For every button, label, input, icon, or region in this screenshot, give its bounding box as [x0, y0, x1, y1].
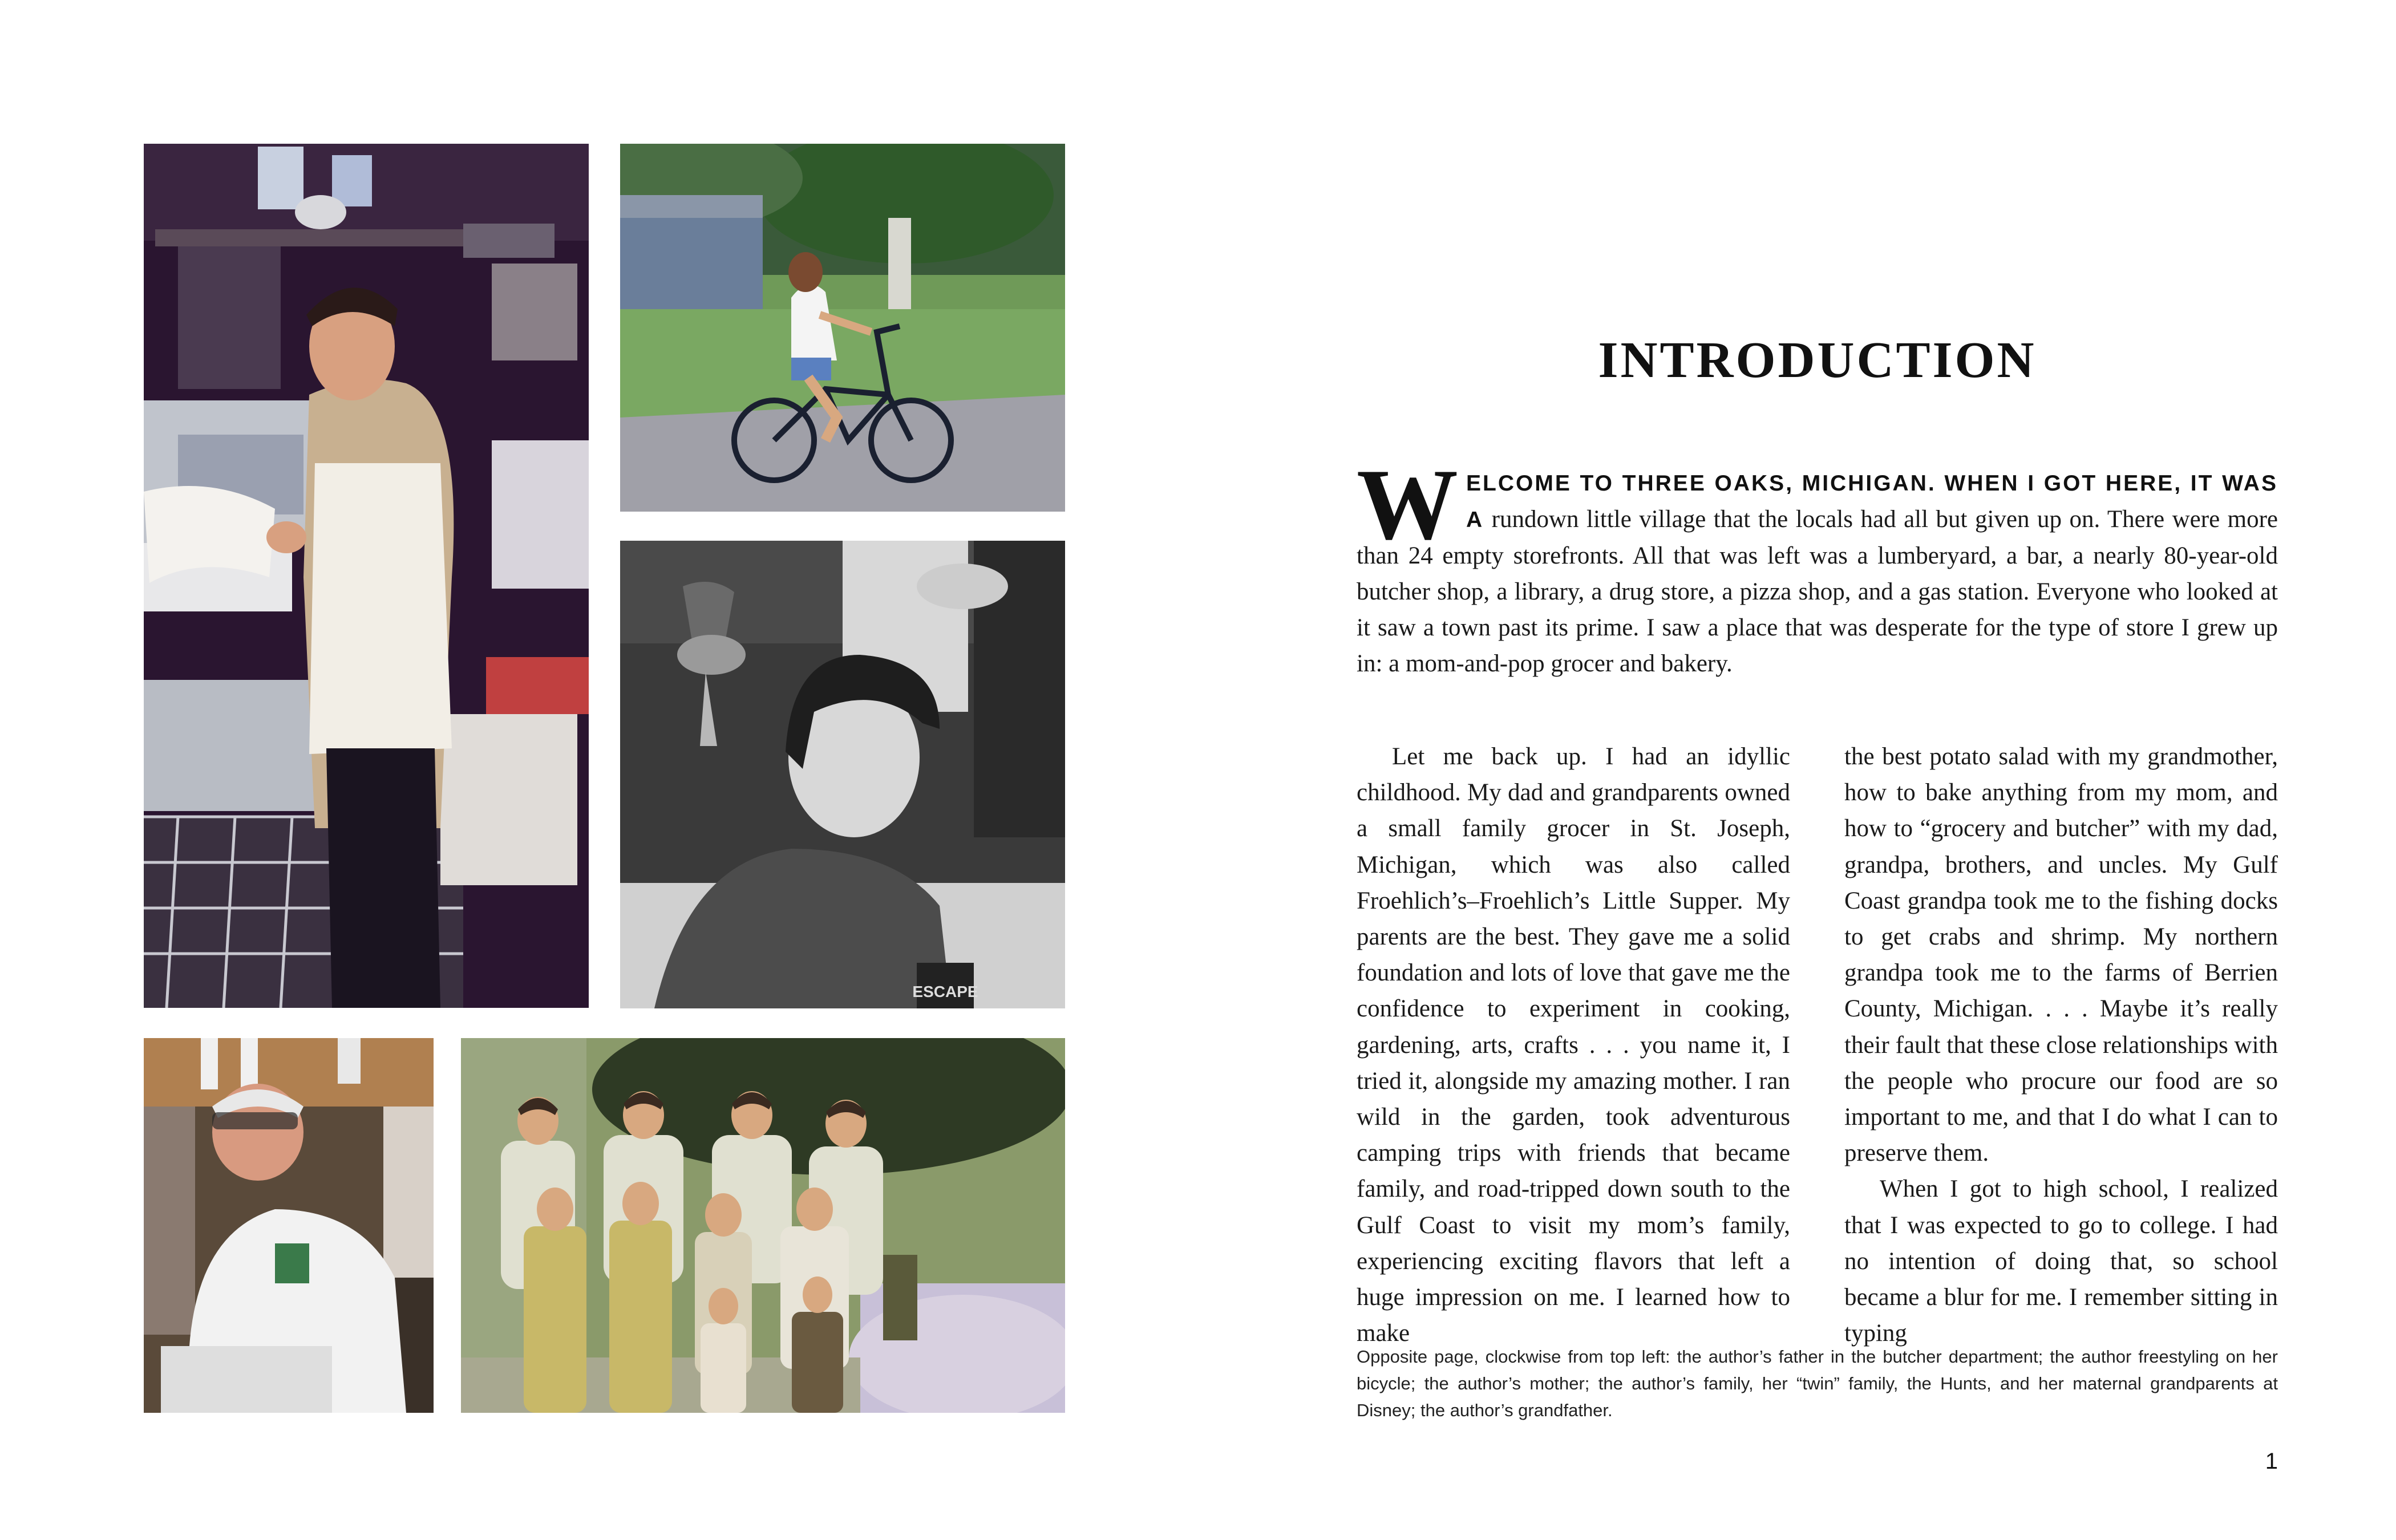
photo-mother: [620, 541, 1065, 1008]
svg-text:ESCAPE: ESCAPE: [912, 983, 978, 1000]
photo-family: [461, 1038, 1065, 1413]
body-paragraph: Let me back up. I had an idyllic childhood. My dad and grandparents owned a small family grocer in St. Joseph, Michigan, which was also called Froehlich’s–Froehlich’s Little Supper. My parents are the best. They gave me a solid foundation and lots of love that gave me the confidence to experiment in cooking, gardening, arts, crafts . . . you name it, I tried it, alongside my amazing mother. I ran wild in the garden, took adventurous camping trips with friends that became family, and road-tripped down south to the Gulf Coast to visit my mom’s family, experiencing exciting flavors that left a huge impression on me. I learned how to make: [1357, 743, 1790, 1347]
drop-cap: W: [1357, 448, 1458, 561]
lede-text: rundown little village that the locals had all but given up on. There were more than 24 empty storefronts. All that was left was a lumberyard, a bar, a nearly 80-year-old butcher shop, a library, a drug store, a pizza shop, and a gas station. Everyone who looked at it saw a town past its prime. I saw a place that was desperate for the type of store I grew up in: a mom-and-pop grocer and bakery.: [1357, 506, 2278, 677]
lede-paragraph: [1357, 448, 2278, 682]
lede-small-caps: ELCOME TO THREE OAKS, MICHIGAN. WHEN I GOT HERE, IT WAS A: [1466, 471, 2278, 532]
photo-grandfather: [144, 1038, 434, 1413]
body-paragraph: When I got to high school, I realized that I was expected to go to college. I had no intention of doing that, so school became a blur for me. I remember sitting in typing: [1844, 1176, 2278, 1347]
photo-bicycle: [620, 144, 1065, 512]
photo-caption: Opposite page, clockwise from top left: the author’s father in the butcher department; the author freestyling on her bicycle; the author’s mother; the author’s family, her “twin” family, the Hunts, and her maternal grandparents at Disney; the author’s grandfather.: [1357, 1347, 2278, 1420]
photo-father-butcher: [144, 144, 589, 1008]
body-column-left: [1357, 739, 1790, 1351]
body-column-right: [1844, 739, 2278, 1351]
body-paragraph-continued: the best potato salad with my grandmother, how to bake anything from my mom, and how to “grocery and butcher” with my dad, grandpa, brothers, and uncles. My Gulf Coast grandpa took me to the fishing docks to get crabs and shrimp. My northern grandpa took me to the farms of Berrien County, Michigan. . . . Maybe it’s really their fault that these close relationships with the people who procure our food are so important to me, and that I do what I can to preserve them.: [1844, 743, 2278, 1167]
page-number: 1: [2265, 1449, 2278, 1474]
page-title: INTRODUCTION: [1598, 332, 2037, 388]
